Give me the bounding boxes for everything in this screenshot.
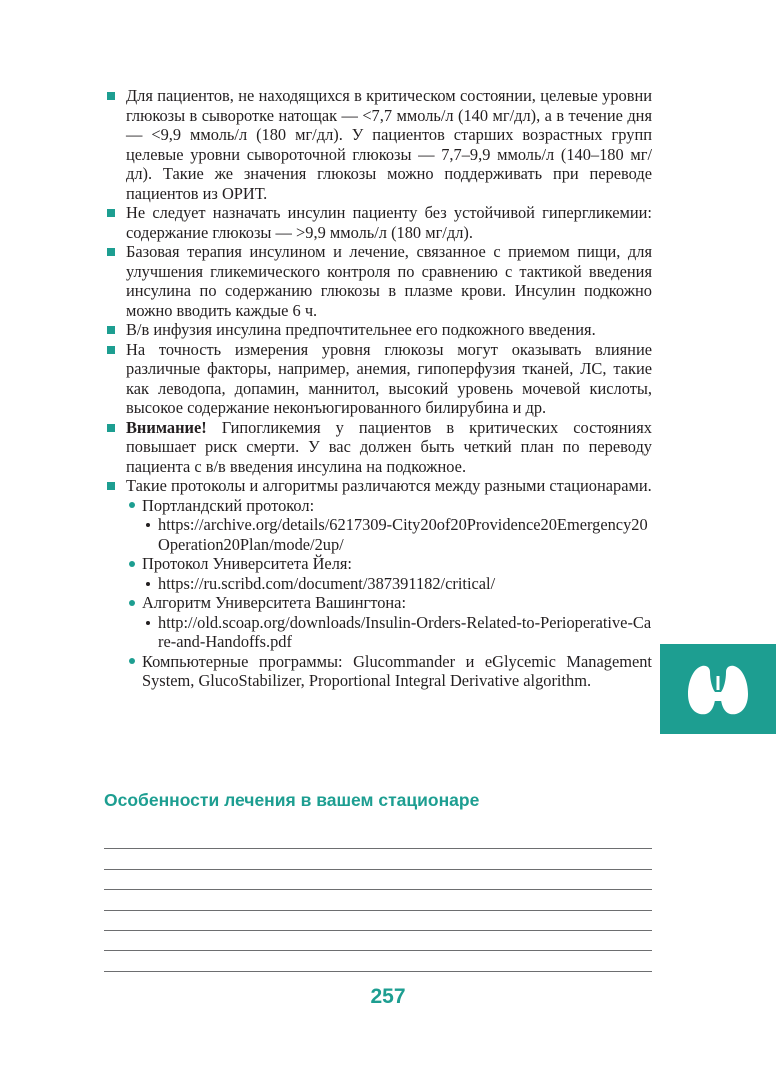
bullet-item: Базовая терапия инсулином и лечение, связанное с приемом пищи, для улучшения гликемического контроля по сравнению с тактикой введения инсулина по содержанию глюкозы в плазме крови. Инсулин подкожно можно вводить каждые 6 ч.	[104, 242, 652, 320]
bullet-item: На точность измерения уровня глюкозы могут оказывать влияние различные факторы, например, анемия, гипоперфузия тканей, ЛС, такие как леводопа, допамин, маннитол, высокий уровень мочевой кислоты, высокое содержание неконъюгированного билирубина и др.	[104, 340, 652, 418]
round-bullet-icon	[129, 561, 135, 567]
note-line[interactable]	[104, 870, 652, 890]
note-line[interactable]	[104, 911, 652, 931]
square-bullet-icon	[107, 346, 115, 354]
chapter-tab	[660, 644, 776, 734]
small-bullet-icon	[146, 523, 150, 527]
bullet-item: Не следует назначать инсулин пациенту без устойчивой гипергликемии: содержание глюкозы — >9,9 ммоль/л (180 мг/дл).	[104, 203, 652, 242]
square-bullet-icon	[107, 326, 115, 334]
notes-lines	[104, 829, 652, 972]
round-bullet-icon	[129, 502, 135, 508]
square-bullet-icon	[107, 209, 115, 217]
bullet-item: В/в инфузия инсулина предпочтительнее его подкожного введения.	[104, 320, 652, 340]
note-line[interactable]	[104, 931, 652, 951]
protocol-item: Портландский протокол: https://archive.org/details/6217309-City20of20Providence20Emergency20Operation20Plan/mode/2up/	[126, 496, 652, 555]
square-bullet-icon	[107, 92, 115, 100]
note-line[interactable]	[104, 951, 652, 971]
thyroid-gland-icon	[684, 662, 752, 718]
round-bullet-icon	[129, 658, 135, 664]
square-bullet-icon	[107, 248, 115, 256]
main-text	[104, 86, 652, 691]
small-bullet-icon	[146, 621, 150, 625]
note-line[interactable]	[104, 849, 652, 869]
bullet-item: Такие протоколы и алгоритмы различаются между разными стационарами. Портландский протокол: https://archive.org/details/6217309-City20of20Providence20Emergency20Operation20Plan/mode/2up/ Протокол Университета Йеля: https://ru.scribd.com/document/387391182/critical/ Алгоритм Университета Вашингтона: http://old.scoap.org/downloads/Insulin-Orders-Related-to-Perioperative-Care-and-Handoffs.pdf Компьютерные программы: Glucommander и eGlycemic Management System, GlucoStabilizer, Proportional Integral Derivative algorithm.	[104, 476, 652, 691]
protocol-item: Протокол Университета Йеля: https://ru.scribd.com/document/387391182/critical/	[126, 554, 652, 593]
round-bullet-icon	[129, 600, 135, 606]
software-item: Компьютерные программы: Glucommander и eGlycemic Management System, GlucoStabilizer, Proportional Integral Derivative algorithm.	[126, 652, 652, 691]
square-bullet-icon	[107, 424, 115, 432]
note-line[interactable]	[104, 829, 652, 849]
bullet-item-warning: Внимание! Гипогликемия у пациентов в критических состояниях повышает риск смерти. У вас должен быть четкий план по переводу пациента с в/в введения инсулина на подкожное.	[104, 418, 652, 477]
protocol-item: Алгоритм Университета Вашингтона: http://old.scoap.org/downloads/Insulin-Orders-Related-to-Perioperative-Care-and-Handoffs.pdf	[126, 593, 652, 652]
protocol-link[interactable]: https://ru.scribd.com/document/387391182/critical/	[142, 574, 652, 594]
square-bullet-icon	[107, 482, 115, 490]
bullet-item: Для пациентов, не находящихся в критическом состоянии, целевые уровни глюкозы в сыворотке натощак — <7,7 ммоль/л (140 мг/дл), а в течение дня — <9,9 ммоль/л (180 мг/дл). У пациентов старших возрастных групп целевые уровни сывороточной глюкозы — 7,7–9,9 ммоль/л (140–180 мг/дл). Такие же значения глюкозы можно поддерживать при переводе пациентов из ОРИТ.	[104, 86, 652, 203]
section-heading: Особенности лечения в вашем стационаре	[104, 790, 480, 810]
note-line[interactable]	[104, 890, 652, 910]
small-bullet-icon	[146, 582, 150, 586]
page-number: 257	[370, 985, 406, 1008]
protocol-link[interactable]: http://old.scoap.org/downloads/Insulin-Orders-Related-to-Perioperative-Care-and-Handoffs.pdf	[142, 613, 652, 652]
protocol-link[interactable]: https://archive.org/details/6217309-City20of20Providence20Emergency20Operation20Plan/mode/2up/	[142, 515, 652, 554]
